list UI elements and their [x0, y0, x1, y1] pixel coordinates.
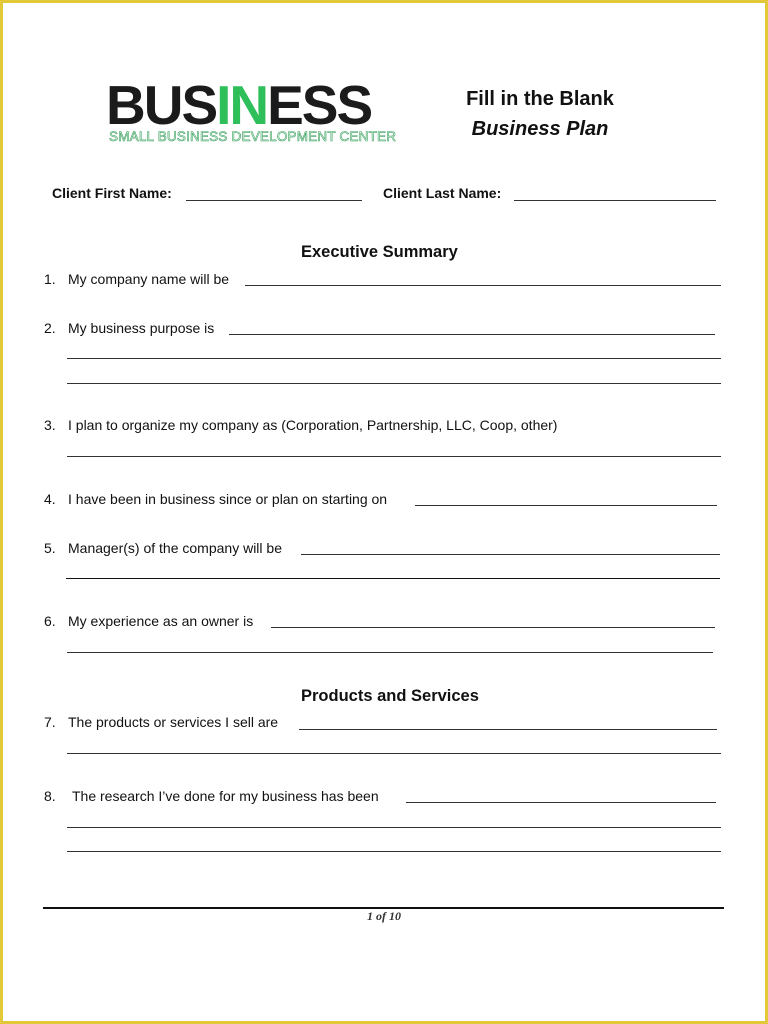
question-number: 4. — [44, 491, 56, 507]
logo-subtitle: SMALL BUSINESS DEVELOPMENT CENTER — [109, 129, 397, 144]
answer-blank[interactable] — [67, 827, 721, 828]
answer-blank[interactable] — [67, 652, 713, 653]
answer-blank[interactable] — [67, 753, 721, 754]
answer-blank[interactable] — [406, 802, 716, 803]
logo-text-part1: BUS — [106, 74, 217, 136]
question-number: 3. — [44, 417, 56, 433]
question-text: My business purpose is — [68, 320, 215, 336]
question-number: 8. — [44, 788, 56, 804]
answer-blank[interactable] — [245, 285, 721, 286]
question-number: 7. — [44, 714, 56, 730]
answer-blank[interactable] — [299, 729, 717, 730]
question-text: I plan to organize my company as (Corporation, Partnership, LLC, Coop, other) — [68, 417, 558, 433]
question-number: 5. — [44, 540, 56, 556]
logo-text-part3: ESS — [267, 74, 372, 136]
answer-blank[interactable] — [66, 578, 720, 579]
question-text: I have been in business since or plan on starting on — [68, 491, 388, 507]
answer-blank[interactable] — [67, 456, 721, 457]
answer-blank[interactable] — [67, 383, 721, 384]
question-number: 6. — [44, 613, 56, 629]
section-heading-products-services: Products and Services — [301, 687, 479, 705]
question-text: The research I’ve done for my business has been — [72, 788, 379, 804]
answer-blank[interactable] — [271, 627, 715, 628]
answer-blank[interactable] — [67, 851, 721, 852]
client-last-name-blank[interactable] — [514, 200, 716, 201]
answer-blank[interactable] — [415, 505, 717, 506]
document-title: Fill in the Blank — [466, 88, 614, 110]
page-number: 1 of 10 — [367, 909, 401, 923]
question-text: The products or services I sell are — [68, 714, 279, 730]
logo-text-accent: IN — [216, 74, 268, 136]
answer-blank[interactable] — [229, 334, 715, 335]
answer-blank[interactable] — [67, 358, 721, 359]
business-logo — [106, 74, 372, 136]
document-subtitle: Business Plan — [471, 118, 609, 140]
question-text: My company name will be — [68, 271, 230, 287]
question-text: Manager(s) of the company will be — [68, 540, 282, 556]
answer-blank[interactable] — [301, 554, 720, 555]
client-last-name-label: Client Last Name: — [383, 185, 502, 201]
question-text: My experience as an owner is — [68, 613, 254, 629]
client-first-name-label: Client First Name: — [52, 185, 172, 201]
client-first-name-blank[interactable] — [186, 200, 362, 201]
section-heading-executive-summary: Executive Summary — [301, 243, 458, 261]
question-number: 1. — [44, 271, 56, 287]
question-number: 2. — [44, 320, 56, 336]
